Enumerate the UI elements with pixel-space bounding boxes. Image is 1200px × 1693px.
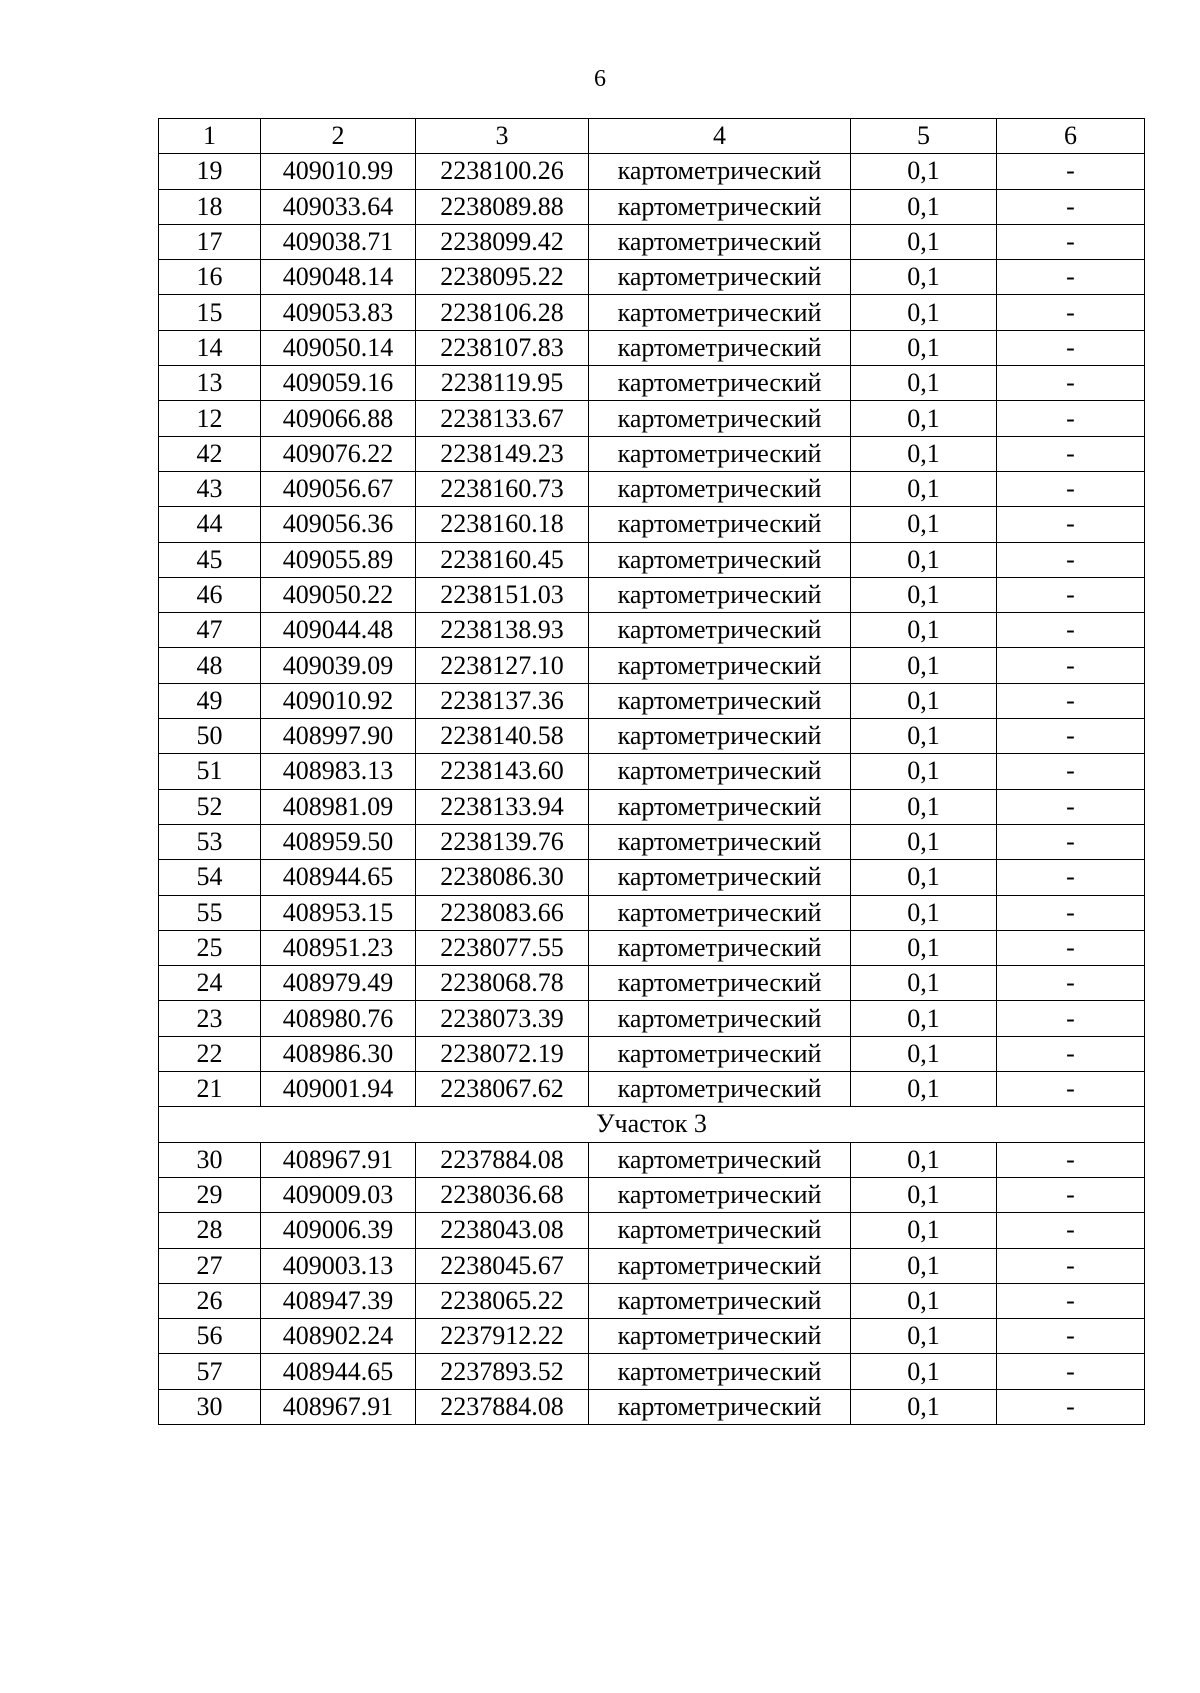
table-cell: картометрический [589,1354,851,1389]
table-cell: картометрический [589,895,851,930]
table-cell: - [997,1213,1145,1248]
table-cell: 29 [159,1177,261,1212]
table-cell: 2237884.08 [416,1142,589,1177]
section-title: Участок 3 [159,1107,1145,1142]
table-cell: картометрический [589,1072,851,1107]
table-cell: 2238106.28 [416,295,589,330]
table-cell: 2238036.68 [416,1177,589,1212]
table-cell: - [997,436,1145,471]
table-row [159,577,1145,612]
table-cell: 53 [159,824,261,859]
table-cell: - [997,260,1145,295]
table-cell: картометрический [589,1001,851,1036]
table-cell: 2238073.39 [416,1001,589,1036]
table-cell: 22 [159,1036,261,1071]
table-cell: 2238083.66 [416,895,589,930]
page-number: 6 [594,66,606,92]
table-cell: 2238133.67 [416,401,589,436]
table-cell: 6 [997,119,1145,154]
table-cell: - [997,224,1145,259]
table-cell: 0,1 [851,1142,997,1177]
table-cell: 2238072.19 [416,1036,589,1071]
table-cell: 0,1 [851,471,997,506]
table-cell: - [997,966,1145,1001]
table-row [159,719,1145,754]
table-cell: 408980.76 [261,1001,416,1036]
table-row [159,613,1145,648]
table-cell: 2238151.03 [416,577,589,612]
table-cell: 0,1 [851,1213,997,1248]
table-cell: - [997,366,1145,401]
table-cell: картометрический [589,613,851,648]
table-cell: - [997,1354,1145,1389]
table-cell: - [997,471,1145,506]
table-cell: 0,1 [851,860,997,895]
table-cell: - [997,1248,1145,1283]
table-cell: 0,1 [851,401,997,436]
table-cell: 56 [159,1319,261,1354]
table-cell: 3 [416,119,589,154]
table-cell: 409006.39 [261,1213,416,1248]
table-cell: 30 [159,1389,261,1424]
table-cell: 2238067.62 [416,1072,589,1107]
table-cell: 0,1 [851,366,997,401]
table-row [159,789,1145,824]
table-cell: 408947.39 [261,1283,416,1318]
table-cell: - [997,648,1145,683]
table-cell: картометрический [589,154,851,189]
table-cell: - [997,613,1145,648]
table-cell: 0,1 [851,789,997,824]
table-cell: 2238143.60 [416,754,589,789]
table-cell: 2238140.58 [416,719,589,754]
table-cell: 0,1 [851,824,997,859]
table-cell: - [997,1001,1145,1036]
table-cell: 0,1 [851,966,997,1001]
table-cell: 12 [159,401,261,436]
table-cell: 21 [159,1072,261,1107]
table-cell: картометрический [589,1389,851,1424]
table-cell: - [997,1036,1145,1071]
table-cell: 0,1 [851,719,997,754]
table-cell: картометрический [589,401,851,436]
table-row [159,471,1145,506]
table-cell: 408953.15 [261,895,416,930]
table-cell: 0,1 [851,330,997,365]
table-row [159,648,1145,683]
table-cell: 0,1 [851,1036,997,1071]
table-cell: - [997,330,1145,365]
table-cell: 409033.64 [261,189,416,224]
table-cell: 55 [159,895,261,930]
table-row [159,1354,1145,1389]
table-cell: 47 [159,613,261,648]
table-cell: 0,1 [851,683,997,718]
table-row [159,1142,1145,1177]
table-cell: - [997,577,1145,612]
table-cell: 2238099.42 [416,224,589,259]
table-cell: 409039.09 [261,648,416,683]
table-cell: 2238127.10 [416,648,589,683]
table-cell: - [997,754,1145,789]
table-cell: 409056.67 [261,471,416,506]
table-cell: 408967.91 [261,1142,416,1177]
table-cell: 51 [159,754,261,789]
table-cell: 408981.09 [261,789,416,824]
table-cell: - [997,507,1145,542]
table-cell: картометрический [589,507,851,542]
table-row [159,1001,1145,1036]
table-cell: 27 [159,1248,261,1283]
table-cell: картометрический [589,577,851,612]
table-cell: 0,1 [851,930,997,965]
table-cell: - [997,789,1145,824]
table-row [159,683,1145,718]
table-row [159,154,1145,189]
table-cell: 30 [159,1142,261,1177]
table-row [159,1283,1145,1318]
table-cell: 14 [159,330,261,365]
table-cell: 2237893.52 [416,1354,589,1389]
table-row [159,224,1145,259]
table-cell: 24 [159,966,261,1001]
table-cell: картометрический [589,648,851,683]
table-cell: 0,1 [851,189,997,224]
table-cell: - [997,824,1145,859]
table-cell: 2238133.94 [416,789,589,824]
table-cell: 45 [159,542,261,577]
table-cell: - [997,930,1145,965]
table-cell: 0,1 [851,1248,997,1283]
table-cell: - [997,719,1145,754]
table-cell: - [997,1072,1145,1107]
table-cell: 0,1 [851,224,997,259]
table-cell: 2238089.88 [416,189,589,224]
table-cell: 13 [159,366,261,401]
table-cell: - [997,295,1145,330]
table-cell: картометрический [589,1177,851,1212]
table-cell: картометрический [589,471,851,506]
table-cell: 18 [159,189,261,224]
table-cell: 409050.22 [261,577,416,612]
table-cell: 0,1 [851,1319,997,1354]
table-cell: 0,1 [851,754,997,789]
table-row [159,189,1145,224]
table-cell: картометрический [589,789,851,824]
table-cell: 25 [159,930,261,965]
table-cell: картометрический [589,1319,851,1354]
table-cell: 408951.23 [261,930,416,965]
table-cell: картометрический [589,366,851,401]
table-cell: 0,1 [851,154,997,189]
table-cell: картометрический [589,189,851,224]
table-cell: 48 [159,648,261,683]
table-cell: картометрический [589,542,851,577]
table-cell: 409056.36 [261,507,416,542]
table-cell: - [997,1283,1145,1318]
table-cell: 2238160.18 [416,507,589,542]
table-cell: 409066.88 [261,401,416,436]
table-cell: 408983.13 [261,754,416,789]
table-cell: 409009.03 [261,1177,416,1212]
table-cell: 408986.30 [261,1036,416,1071]
table-cell: 409044.48 [261,613,416,648]
table-cell: 2238160.73 [416,471,589,506]
table-cell: 408997.90 [261,719,416,754]
table-cell: 0,1 [851,436,997,471]
table-row [159,966,1145,1001]
table-cell: 0,1 [851,1177,997,1212]
table-cell: картометрический [589,330,851,365]
table-cell: 2238095.22 [416,260,589,295]
table-cell: 409050.14 [261,330,416,365]
table-cell: 2238045.67 [416,1248,589,1283]
table-cell: картометрический [589,719,851,754]
table-cell: 409059.16 [261,366,416,401]
table-row [159,1213,1145,1248]
table-cell: 0,1 [851,260,997,295]
table-cell: 0,1 [851,895,997,930]
table-cell: 0,1 [851,613,997,648]
table-cell: 5 [851,119,997,154]
table-cell: картометрический [589,1036,851,1071]
table-cell: 2238100.26 [416,154,589,189]
table-cell: 2237912.22 [416,1319,589,1354]
table-cell: 57 [159,1354,261,1389]
table-cell: 408944.65 [261,1354,416,1389]
table-cell: - [997,401,1145,436]
table-cell: 43 [159,471,261,506]
table-cell: 2238086.30 [416,860,589,895]
table-cell: - [997,189,1145,224]
table-cell: 2238137.36 [416,683,589,718]
table-cell: - [997,1389,1145,1424]
table-cell: 54 [159,860,261,895]
table-cell: картометрический [589,436,851,471]
table-cell: 26 [159,1283,261,1318]
table-cell: 409053.83 [261,295,416,330]
table-row [159,860,1145,895]
table-cell: 28 [159,1213,261,1248]
table-cell: картометрический [589,824,851,859]
table-cell: 2238139.76 [416,824,589,859]
table-cell: 15 [159,295,261,330]
table-cell: картометрический [589,754,851,789]
table-row [159,330,1145,365]
table-cell: - [997,154,1145,189]
table-cell: 409076.22 [261,436,416,471]
table-cell: 0,1 [851,648,997,683]
table-cell: 408959.50 [261,824,416,859]
table-cell: - [997,1142,1145,1177]
table-cell: 50 [159,719,261,754]
table-cell: картометрический [589,295,851,330]
table-cell: - [997,895,1145,930]
table-cell: 2238119.95 [416,366,589,401]
table-cell: 409038.71 [261,224,416,259]
table-cell: 0,1 [851,1283,997,1318]
table-cell: 408967.91 [261,1389,416,1424]
table-cell: 409001.94 [261,1072,416,1107]
table-cell: 2238160.45 [416,542,589,577]
table-cell: 0,1 [851,507,997,542]
coordinates-table [158,118,1145,1425]
table-row [159,507,1145,542]
table-cell: 49 [159,683,261,718]
table-cell: 4 [589,119,851,154]
table-cell: картометрический [589,1283,851,1318]
table-row [159,1072,1145,1107]
table-cell: картометрический [589,930,851,965]
table-row [159,366,1145,401]
table-cell: картометрический [589,1213,851,1248]
table-cell: 0,1 [851,1072,997,1107]
table-row [159,542,1145,577]
table-row [159,895,1145,930]
table-row [159,930,1145,965]
table-cell: 2238149.23 [416,436,589,471]
table-cell: 409010.99 [261,154,416,189]
table-cell: картометрический [589,1248,851,1283]
table-cell: 1 [159,119,261,154]
table-cell: 2238043.08 [416,1213,589,1248]
table-cell: 0,1 [851,295,997,330]
table-cell: 0,1 [851,1354,997,1389]
table-row [159,754,1145,789]
table-row [159,401,1145,436]
table-cell: - [997,860,1145,895]
table-row [159,436,1145,471]
table-row [159,295,1145,330]
table-cell: 16 [159,260,261,295]
table-row [159,1389,1145,1424]
table-cell: 0,1 [851,1001,997,1036]
table-cell: - [997,1177,1145,1212]
table-cell: 19 [159,154,261,189]
table-cell: 2238065.22 [416,1283,589,1318]
table-cell: 0,1 [851,1389,997,1424]
table-cell: картометрический [589,860,851,895]
table-row [159,824,1145,859]
table-cell: 409010.92 [261,683,416,718]
table-cell: картометрический [589,1142,851,1177]
table-row [159,1319,1145,1354]
table-cell: картометрический [589,966,851,1001]
table-cell: 2238107.83 [416,330,589,365]
table-cell: 42 [159,436,261,471]
table-cell: - [997,542,1145,577]
table-cell: 52 [159,789,261,824]
table-cell: 0,1 [851,542,997,577]
header-row [159,119,1145,154]
table-cell: 408902.24 [261,1319,416,1354]
table-cell: 2 [261,119,416,154]
table-row [159,260,1145,295]
table-cell: 44 [159,507,261,542]
table-cell: 409055.89 [261,542,416,577]
table-cell: картометрический [589,683,851,718]
table-row [159,1177,1145,1212]
table-cell: 17 [159,224,261,259]
table-cell: 409048.14 [261,260,416,295]
table-cell: 46 [159,577,261,612]
table-cell: 408979.49 [261,966,416,1001]
table-cell: 2237884.08 [416,1389,589,1424]
table-row [159,1248,1145,1283]
table-cell: 2238068.78 [416,966,589,1001]
table-cell: 409003.13 [261,1248,416,1283]
table-cell: 0,1 [851,577,997,612]
table-cell: картометрический [589,260,851,295]
table-cell: - [997,1319,1145,1354]
table-cell: - [997,683,1145,718]
table-cell: 2238077.55 [416,930,589,965]
table-cell: 23 [159,1001,261,1036]
table-cell: картометрический [589,224,851,259]
table-cell: 2238138.93 [416,613,589,648]
table-row [159,1036,1145,1071]
section-row [159,1107,1145,1142]
table-cell: 408944.65 [261,860,416,895]
